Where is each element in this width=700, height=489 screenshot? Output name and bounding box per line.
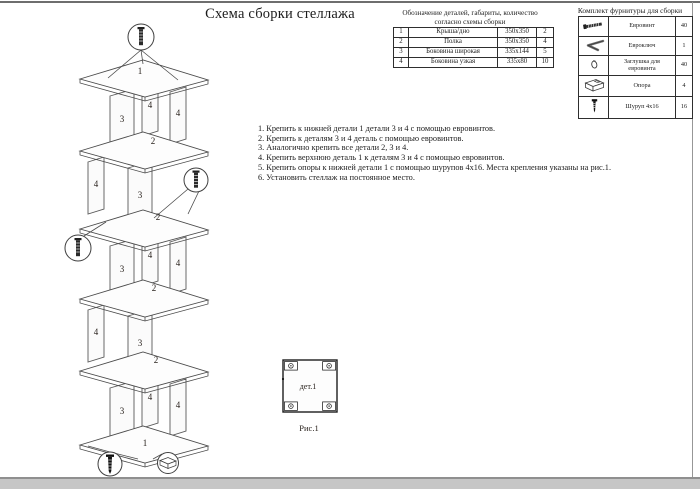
- instruction-step: 3. Аналогично крепить все детали 2, 3 и 4.: [258, 143, 409, 153]
- screw-icon: [579, 97, 609, 119]
- hardware-table: [578, 16, 693, 119]
- part-label: 3: [119, 114, 125, 124]
- cap-icon: [579, 56, 609, 76]
- figure-part-label: дет.1: [299, 382, 317, 391]
- hardware-table-title: Комплект фурнитуры для сборки: [577, 6, 683, 15]
- instruction-step: 4. Крепить верхнюю деталь 1 к деталям 3 и 4 с помощью евровинтов.: [258, 153, 505, 163]
- part-label: 4: [175, 108, 181, 118]
- table-row: [394, 38, 554, 48]
- edge-dot: [282, 378, 284, 380]
- instruction-step: 6. Установить стеллаж на постоянное место.: [258, 172, 415, 182]
- part-qty: 5: [537, 48, 554, 58]
- foot-icon: [579, 75, 609, 97]
- table-row: [394, 48, 554, 58]
- table-row: [579, 36, 693, 56]
- part-label: 4: [93, 327, 99, 337]
- table-row: [394, 28, 554, 38]
- part-size: 350x350: [498, 38, 537, 48]
- part-label: 3: [137, 190, 143, 200]
- table-row: [579, 17, 693, 37]
- part-name: Крыша/дно: [409, 28, 498, 38]
- part-label: 1: [142, 438, 148, 448]
- part-label: 3: [119, 264, 125, 274]
- part-label: 4: [93, 179, 99, 189]
- table-row: [579, 75, 693, 97]
- part-label: 2: [153, 355, 159, 365]
- hardware-name: Заглушка для евровинта: [609, 56, 676, 76]
- instruction-step: 5. Крепить опоры к нижней детали 1 с помощью шурупов 4x16. Места крепления указаны на рис.1.: [258, 162, 612, 172]
- parts-table: [393, 27, 554, 68]
- hardware-qty: 4: [676, 75, 693, 97]
- part-label: 2: [151, 283, 157, 293]
- hardware-qty: 40: [676, 56, 693, 76]
- figure-caption: Рис.1: [299, 423, 319, 433]
- right-callout: [154, 168, 208, 218]
- part-size: 350x350: [498, 28, 537, 38]
- part-qty: 10: [537, 58, 554, 68]
- hardware-name: Шуруп 4x16: [609, 97, 676, 119]
- part-number: 4: [394, 58, 409, 68]
- part-name: Боковина узкая: [409, 58, 498, 68]
- part-label: 3: [119, 406, 125, 416]
- part-label: 4: [147, 392, 153, 402]
- part-number: 1: [394, 28, 409, 38]
- part-label: 3: [137, 338, 143, 348]
- instructions-list: [258, 124, 612, 182]
- part-qty: 2: [537, 28, 554, 38]
- table-row: [579, 97, 693, 119]
- hardware-qty: 1: [676, 36, 693, 56]
- part-qty: 4: [537, 38, 554, 48]
- part-size: 335x80: [498, 58, 537, 68]
- part-label: 1: [137, 66, 143, 76]
- hardware-qty: 16: [676, 97, 693, 119]
- page-top-edge: [0, 1, 700, 3]
- part-size: 335x144: [498, 48, 537, 58]
- instruction-step: 2. Крепить к деталям 3 и 4 деталь с помощью евровинтов.: [258, 133, 464, 143]
- hardware-name: Евроключ: [609, 36, 676, 56]
- part-label: 4: [147, 100, 153, 110]
- table-row: [394, 58, 554, 68]
- parts-table-header-line1: Обозначение деталей, габариты, количество: [402, 9, 538, 17]
- page-title: Схема сборки стеллажа: [205, 6, 355, 22]
- part-name: Полка: [409, 38, 498, 48]
- hardware-name: Евровинт: [609, 17, 676, 37]
- part-label: 4: [175, 258, 181, 268]
- part-label: 4: [147, 250, 153, 260]
- hardware-name: Опора: [609, 75, 676, 97]
- instruction-step: 1. Крепить к нижней детали 1 детали 3 и 4 с помощью евровинтов.: [258, 124, 496, 133]
- parts-table-header: [376, 9, 564, 26]
- table-row: [579, 56, 693, 76]
- parts-table-header-line2: согласно схемы сборки: [434, 17, 506, 26]
- part-label: 2: [155, 212, 161, 222]
- assembly-diagram: [50, 14, 250, 484]
- hex-key-icon: [579, 36, 609, 56]
- part-name: Боковина широкая: [409, 48, 498, 58]
- part-number: 2: [394, 38, 409, 48]
- hardware-qty: 40: [676, 17, 693, 37]
- euro-screw-icon: [579, 17, 609, 37]
- part-number: 3: [394, 48, 409, 58]
- figure-1: [273, 352, 351, 438]
- part-label: 4: [175, 400, 181, 410]
- part-label: 2: [150, 136, 156, 146]
